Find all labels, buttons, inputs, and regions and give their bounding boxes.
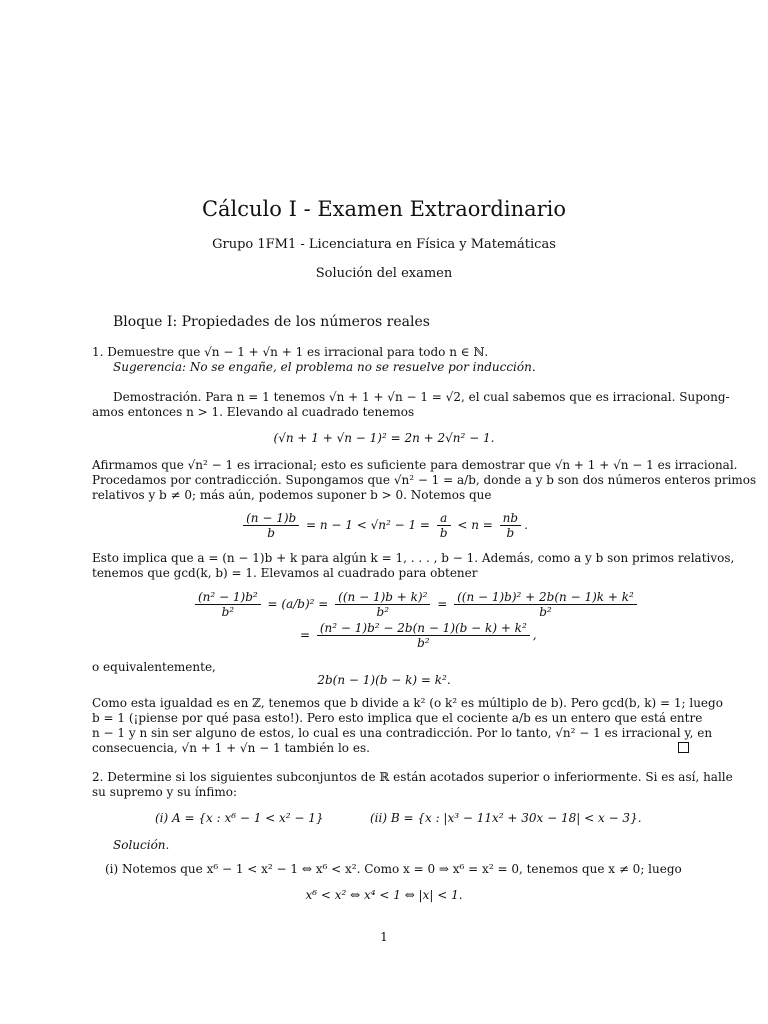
paragraph-4: o equivalentemente, <box>92 660 216 674</box>
equation-3-line-1: $\frac{\text{(n² − 1)b²}}{\text{b²}}$ = (a/b)² = $\frac{\text{((n − 1)b + k)²}}{\text{b²}}$ = $\frac{\text{((n − 1)b)² + 2b(n − 1)k + k²}}{\text{b²}}$ <box>192 590 640 619</box>
section-title: Bloque I: Propiedades de los números reales <box>113 314 430 330</box>
denominator: b² <box>376 605 390 619</box>
numerator: (n² − 1)b² − 2b(n − 1)(b − k) + k² <box>317 621 530 636</box>
fraction <box>454 590 637 619</box>
page-number: 1 <box>380 930 388 944</box>
solution-label: Solución. <box>113 838 170 852</box>
qed-square-icon <box>678 742 689 753</box>
equation-5: x⁶ < x² ⇔ x⁴ < 1 ⇔ |x| < 1. <box>305 888 463 902</box>
problem-2-statement-line-2: su supremo y su ínfimo: <box>92 785 238 799</box>
denominator: b² <box>221 605 235 619</box>
numerator: (n − 1)b <box>243 511 299 526</box>
fraction <box>317 621 530 650</box>
fraction <box>437 511 451 540</box>
solution-subtitle: Solución del examen <box>315 266 453 281</box>
equation-4: 2b(n − 1)(b − k) = k². <box>317 673 451 687</box>
paragraph-3-line-2: tenemos que gcd(k, b) = 1. Elevamos al cuadrado para obtener <box>92 566 478 580</box>
equation-1: (√n + 1 + √n − 1)² = 2n + 2√n² − 1. <box>273 431 495 445</box>
solution-part-i: (i) Notemos que x⁶ − 1 < x² − 1 ⇔ x⁶ < x². Como x = 0 ⇒ x⁶ = x² = 0, tenemos que x ≠ 0; luego <box>105 862 682 876</box>
denominator: b <box>267 526 275 540</box>
denominator: b <box>439 526 448 540</box>
numerator: a <box>437 511 451 526</box>
paragraph-5-line-2: b = 1 (¡piense por qué pasa esto!). Pero esto implica que el cociente a/b es un entero que está entre <box>92 711 703 725</box>
paragraph-3-line-1: Esto implica que a = (n − 1)b + k para algún k = 1, . . . , b − 1. Además, como a y b son primos relativos, <box>92 551 735 565</box>
problem-1-statement: 1. Demuestre que √n − 1 + √n + 1 es irracional para todo n ∈ ℕ. <box>92 345 489 359</box>
numerator: ((n − 1)b)² + 2b(n − 1)k + k² <box>454 590 637 605</box>
paragraph-2-line-3: relativos y b ≠ 0; más aún, podemos suponer b > 0. Notemos que <box>92 488 492 502</box>
equation-text: < n = <box>457 518 493 532</box>
document-title: Cálculo I - Examen Extraordinario <box>201 197 567 221</box>
denominator: b² <box>539 605 552 619</box>
paragraph-2-line-1: Afirmamos que √n² − 1 es irracional; esto es suficiente para demostrar que √n + 1 + √n − 1 es irracional. <box>92 458 738 472</box>
proof-line-2: amos entonces n > 1. Elevando al cuadrado tenemos <box>92 405 415 419</box>
problem-1-hint: Sugerencia: No se engañe, el problema no se resuelve por inducción. <box>113 360 536 374</box>
equation-3-line-2: = $\frac{\text{(n² − 1)b² − 2b(n − 1)(b − k) + k²}}{\text{b²}}$ , <box>300 621 537 650</box>
numerator: nb <box>500 511 521 526</box>
paragraph-2-line-2: Procedamos por contradicción. Supongamos que √n² − 1 = a/b, donde a y b son dos números enteros primos <box>92 473 757 487</box>
fraction <box>500 511 521 540</box>
fraction <box>335 590 430 619</box>
equation-2: $\frac{(n - 1)b}{b}$ = n − 1 < √n² − 1 = $\frac{a}{b}$ < n = $\frac{nb}{b}$ . <box>0 511 768 540</box>
problem-2-statement-line-1: 2. Determine si los siguientes subconjuntos de ℝ están acotados superior o inferiormente. Si es así, halle <box>92 770 733 784</box>
set-b-definition: (ii) B = {x : |x³ − 11x² + 30x − 18| < x − 3}. <box>370 811 642 825</box>
fraction <box>195 590 261 619</box>
paragraph-5-line-4: consecuencia, √n + 1 + √n − 1 también lo es. <box>92 741 370 755</box>
set-a-definition: (i) A = {x : x⁶ − 1 < x² − 1} <box>155 811 324 825</box>
paragraph-5-line-3: n − 1 y n sin ser alguno de estos, lo cual es una contradicción. Por lo tanto, √n² − 1 es irracional y, en <box>92 726 713 740</box>
group-subtitle: Grupo 1FM1 - Licenciatura en Física y Matemáticas <box>212 237 556 252</box>
equation-text: = n − 1 < √n² − 1 = <box>306 518 430 532</box>
numerator: ((n − 1)b + k)² <box>335 590 430 605</box>
denominator: b <box>506 526 515 540</box>
fraction <box>243 511 299 540</box>
paragraph-5-line-1: Como esta igualdad es en ℤ, tenemos que b divide a k² (o k² es múltiplo de b). Pero gcd(b, k) = 1; luego <box>92 696 723 710</box>
denominator: b² <box>417 636 430 650</box>
proof-line-1: Demostración. Para n = 1 tenemos √n + 1 + √n − 1 = √2, el cual sabemos que es irracional. Supong- <box>113 390 730 404</box>
equation-text: = (a/b)² = <box>267 597 329 611</box>
numerator: (n² − 1)b² <box>195 590 261 605</box>
